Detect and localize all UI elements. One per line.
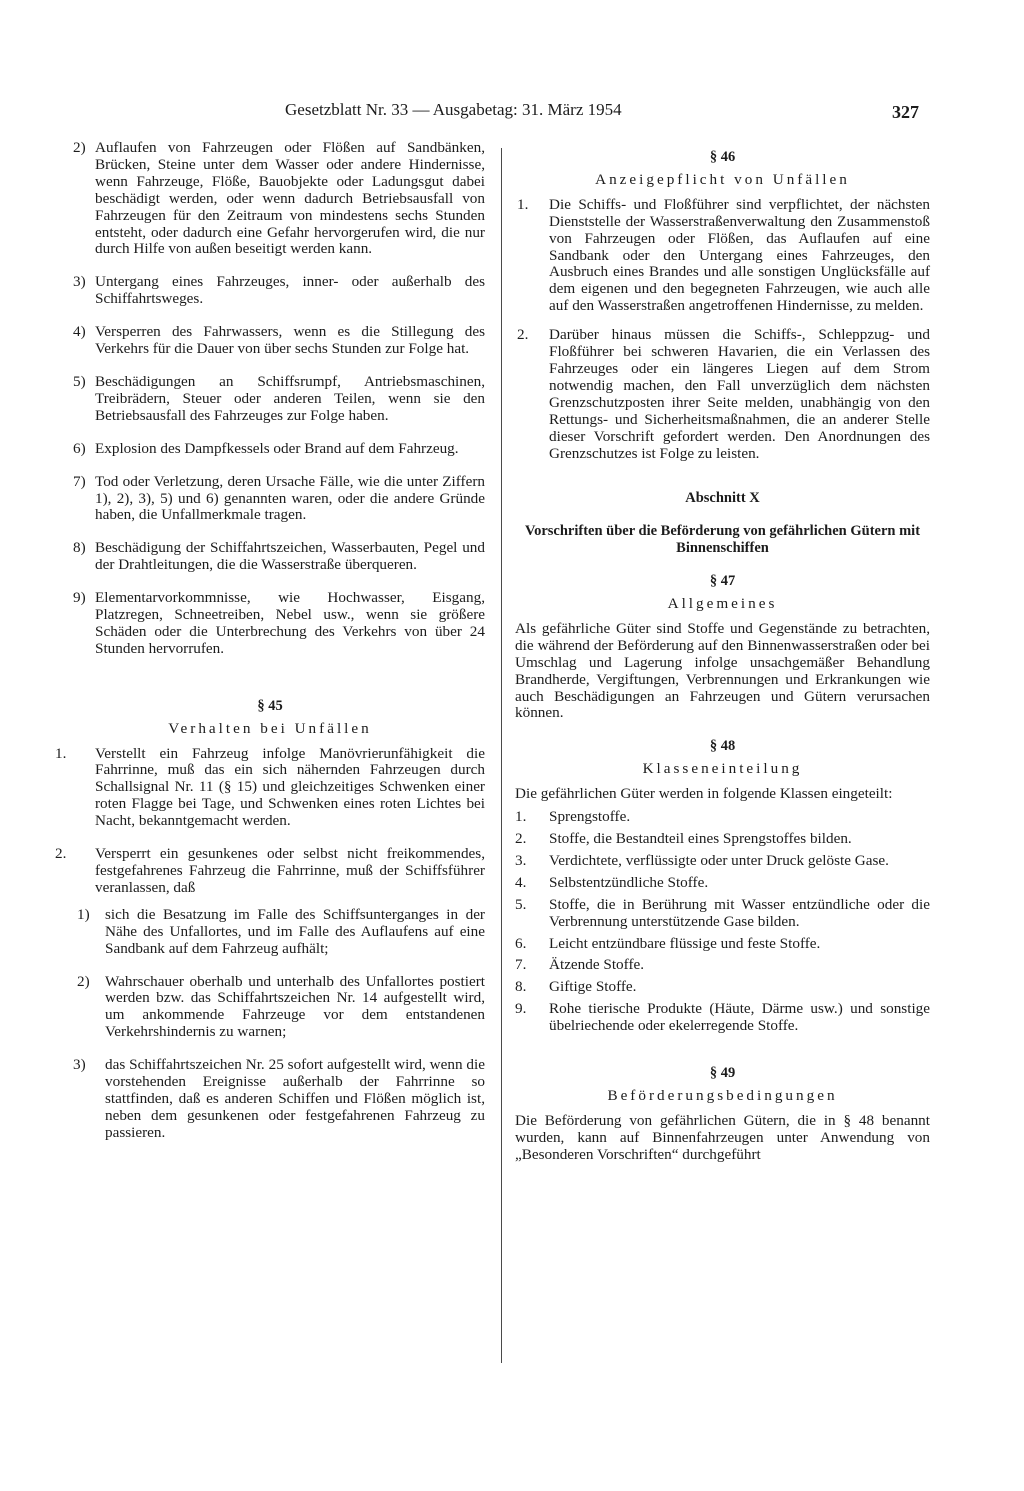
sub-item-text: Wahrschauer oberhalb und unterhalb des Unfallortes postiert werden bzw. das Schiffahrtszeichen Nr. 14 aufgestellt wird, um ankommende Fahrzeuge vor dem entstandenen Verkehrshindernis zu warnen;	[105, 972, 485, 1041]
item-text: Untergang eines Fahrzeuges, inner- oder außerhalb des Schiffahrtsweges.	[95, 273, 485, 308]
paragraph-number: 1.	[517, 195, 529, 213]
paragraph-number: 2.	[517, 326, 529, 344]
sub-item	[55, 974, 485, 1042]
item-text: Elementarvorkommnisse, wie Hochwasser, Eisgang, Platzregen, Schneetreiben, Nebel usw., wenn sie größere Schäden oder die Unterbrechung des Verkehrs von über 24 Stunden hervorrufen.	[95, 589, 485, 657]
paragraph-number: 2.	[55, 845, 67, 863]
list-item	[515, 1001, 930, 1035]
item-number: 5.	[515, 895, 527, 913]
item-number: 8)	[73, 539, 86, 557]
sub-item	[55, 907, 485, 958]
item-text: Stoffe, die in Berührung mit Wasser entzündliche oder die Verbrennung unterstützende Gase bilden.	[549, 895, 930, 930]
section-title: Klasseneinteilung	[642, 760, 803, 778]
paragraph-number: 1.	[55, 744, 67, 762]
section-number: § 48	[709, 738, 736, 755]
paragraph	[515, 327, 930, 462]
list-item	[55, 374, 485, 425]
item-number: 6)	[73, 439, 86, 457]
section-title: Anzeigepflicht von Unfällen	[595, 170, 850, 188]
item-number: 9.	[515, 1000, 527, 1018]
item-number: 8.	[515, 978, 527, 996]
paragraph	[55, 846, 485, 897]
sub-item-text: das Schiffahrtszeichen Nr. 25 sofort aufgestellt wird, wenn die vorstehenden Ereignisse außerhalb der Fahrrinne so stattfinden, daß es anderen Schiffen und Flößen möglich ist, neben dem gesunkenen oder festgefahrenen Fahrzeug zu passieren.	[105, 1056, 485, 1141]
list-item	[515, 957, 930, 974]
item-number: 1.	[515, 808, 527, 826]
sub-item-text: sich die Besatzung im Falle des Schiffsunterganges in der Nähe des Unfallortes, und im Falle des Auflaufens auf eine Sandbank auf dem Fahrzeug aufhält;	[105, 905, 485, 957]
list-item	[55, 441, 485, 458]
list-item	[515, 853, 930, 870]
item-number: 3.	[515, 851, 527, 869]
left-column	[55, 140, 485, 1158]
list-item	[55, 140, 485, 258]
item-text: Beschädigung der Schiffahrtszeichen, Wasserbauten, Pegel und der Drahtleitungen, die die Wasserstraße überqueren.	[95, 539, 485, 574]
section-title: Beförderungsbedingungen	[607, 1086, 838, 1104]
item-number: 5)	[73, 372, 86, 390]
section-number: § 49	[709, 1065, 736, 1082]
item-text: Beschädigungen an Schiffsrumpf, Antriebsmaschinen, Treibrädern, Steuer oder anderen Teilen, wenn sie den Betriebsausfall des Fahrzeuges zur Folge haben.	[95, 372, 485, 424]
section-title: Allgemeines	[667, 595, 778, 613]
list-item	[55, 274, 485, 308]
item-text: Selbstentzündliche Stoffe.	[549, 873, 709, 891]
item-text: Giftige Stoffe.	[549, 978, 637, 996]
sub-item-number: 3)	[73, 1056, 86, 1074]
item-text: Sprengstoffe.	[549, 808, 631, 826]
list-item	[515, 936, 930, 953]
class-list	[515, 809, 930, 1035]
section-number: § 45	[257, 697, 283, 714]
item-number: 3)	[73, 273, 86, 291]
paragraph-text: Verstellt ein Fahrzeug infolge Manövrierunfähigkeit die Fahrrinne, muß das ein sich nähernden Fahrzeugen durch Schallsignal Nr. 11 (§ 15) und gleichzeitiges Schwenken einer roten Flagge bei Tage, und Schwenken eines roten Lichtes bei Nacht, bekanntgemacht werden.	[95, 744, 485, 830]
item-number: 6.	[515, 934, 527, 952]
item-number: 2.	[515, 830, 527, 847]
item-number: 7.	[515, 956, 527, 974]
sub-item	[55, 1057, 485, 1142]
item-text: Tod oder Verletzung, deren Ursache Fälle, wie die unter Ziffern 1), 2), 3), 5) und 6) genannten waren, oder die andere Gründe haben, die Unfallmerkmale tragen.	[95, 472, 485, 524]
item-text: Auflaufen von Fahrzeugen oder Flößen auf Sandbänken, Brücken, Steine unter dem Wasser oder andere Hindernisse, wenn Fahrzeuge, Flöße, Bauobjekte oder Ladungsgut dabei beschädigt werden, oder wenn dadurch Betriebsausfall von Fahrzeugen für den Zeitraum von mindestens sechs Stunden entsteht, oder dadurch eine Gefahr hervorgerufen wird, die nur durch Hilfe von außen beseitigt werden kann.	[95, 139, 485, 258]
list-item	[515, 831, 930, 848]
paragraph-text: Die Beförderung von gefährlichen Gütern, die in § 48 benannt wurden, kann auf Binnenfahrzeugen unter Anwendung von „Besonderen Vorschriften“ durchgeführt	[515, 1111, 930, 1163]
sub-item-number: 1)	[77, 905, 90, 923]
item-number: 4.	[515, 873, 527, 891]
page-header	[0, 100, 1024, 130]
header-title: Gesetzblatt Nr. 33 — Ausgabetag: 31. März 1954	[285, 100, 622, 119]
list-item	[515, 897, 930, 931]
item-number: 2)	[73, 139, 86, 156]
paragraph-text: Die Schiffs- und Floßführer sind verpflichtet, der nächsten Dienststelle der Wasserstraßenverwaltung den Zusammenstoß von Fahrzeugen oder Flößen, das Auflaufen auf eine Sandbank oder den Untergang eines Fahrzeuges, den Ausbruch eines Brandes und alle sonstigen Unglücksfälle auf dem eigenen und den begegneten Fahrzeugen, wie auch alle auf den Wasserstraßen angetroffenen Hindernisse, zu melden.	[549, 195, 930, 315]
item-text: Versperren des Fahrwassers, wenn es die Stillegung des Verkehrs für die Dauer von über sechs Stunden zur Folge hat.	[95, 323, 485, 358]
item-number: 7)	[73, 472, 86, 490]
paragraph	[515, 197, 930, 315]
item-text: Verdichtete, verflüssigte oder unter Druck gelöste Gase.	[549, 851, 889, 869]
paragraph-text: Versperrt ein gesunkenes oder selbst nicht freikommendes, festgefahrenes Fahrzeug die Fahrrinne, muß der Schiffsführer veranlassen, daß	[95, 845, 485, 896]
column-divider	[501, 148, 502, 1363]
paragraph	[55, 746, 485, 831]
list-item	[55, 540, 485, 574]
item-text: Explosion des Dampfkessels oder Brand auf dem Fahrzeug.	[95, 439, 459, 457]
section-title: Verhalten bei Unfällen	[168, 719, 372, 737]
list-item	[515, 875, 930, 892]
part-title: Vorschriften über die Beförderung von gefährlichen Gütern mit Binnenschiffen	[524, 523, 921, 557]
list-item	[55, 590, 485, 658]
sub-item-number: 2)	[77, 972, 90, 990]
item-number: 4)	[73, 323, 86, 341]
part-heading: Abschnitt X	[685, 490, 760, 507]
right-column	[515, 143, 930, 1176]
item-text: Ätzende Stoffe.	[549, 956, 645, 974]
list-item	[55, 324, 485, 358]
item-number: 9)	[73, 589, 86, 607]
paragraph-text: Darüber hinaus müssen die Schiffs-, Schleppzug- und Floßführer bei schweren Havarien, die ein Verlassen des Fahrzeuges oder ein längeres Liegen auf dem Strom notwendig machen, den Fall unverzüglich dem nächsten Grenzschutzposten ihrer Seite melden, unabhängig von den Rettungs- und Sicherheitsmaßnahmen, die an anderer Stelle dieser Vorschrift gefordert werden. Den Anordnungen des Grenzschutzes ist Folge zu leisten.	[549, 326, 930, 462]
item-text: Leicht entzündbare flüssige und feste Stoffe.	[549, 934, 821, 952]
paragraph-text: Als gefährliche Güter sind Stoffe und Gegenstände zu betrachten, die während der Beförderung auf den Binnenwasserstraßen oder bei Umschlag und Lagerung infolge unsachgemäßer Behandlung Brandherde, Vergiftungen, Verbrennungen und Erkrankungen wie auch Beschädigungen an Fahrzeugen und Gütern verursachen können.	[515, 619, 930, 722]
section-number: § 47	[709, 573, 736, 590]
item-text: Rohe tierische Produkte (Häute, Därme usw.) und sonstige übelriechende oder ekelerregende Stoffe.	[549, 1000, 930, 1035]
item-text: Stoffe, die Bestandteil eines Sprengstoffes bilden.	[549, 830, 852, 847]
paragraph-text: Die gefährlichen Güter werden in folgende Klassen eingeteilt:	[515, 785, 893, 803]
page-number: 327	[892, 102, 919, 122]
list-item	[515, 979, 930, 996]
list-item	[55, 474, 485, 525]
section-number: § 46	[709, 149, 736, 165]
list-item	[515, 809, 930, 826]
